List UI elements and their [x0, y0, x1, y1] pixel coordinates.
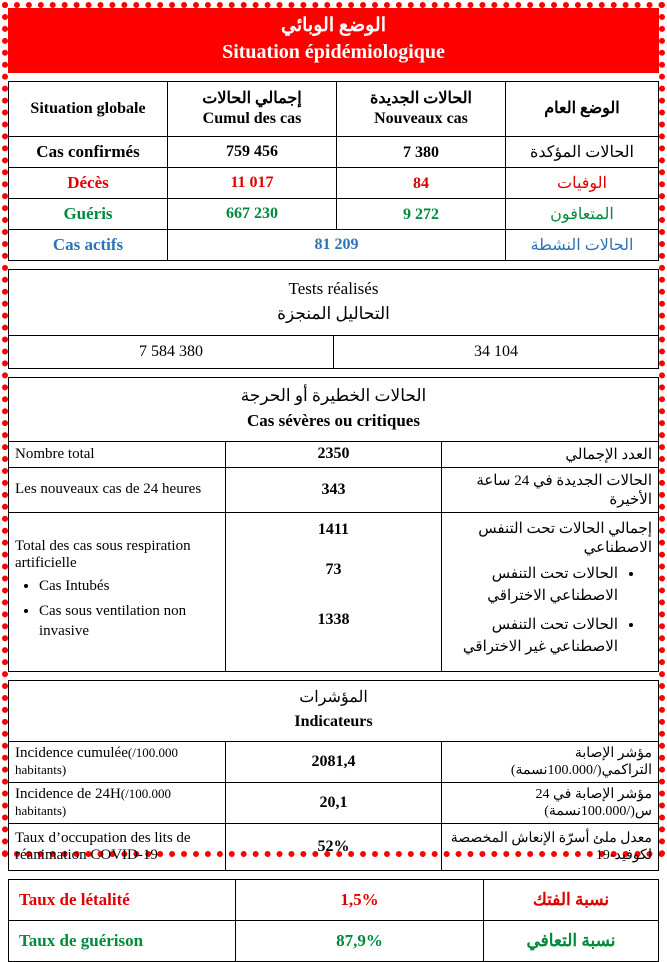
- rates-table: [8, 879, 659, 962]
- rates-row-lethality: [9, 879, 659, 920]
- indicator-label-cumulative: Incidence cumulée: [15, 744, 128, 761]
- severe-title-arabic: الحالات الخطيرة أو الحرجة: [240, 385, 427, 405]
- indicator-value-cumulative: 2081,4: [225, 741, 442, 782]
- tests-title-row: [9, 269, 659, 335]
- severe-row-respiration: [9, 512, 659, 671]
- indicator-label-cumulative-arabic: مؤشر الإصابة التراكمي(/100.000نسمة): [442, 741, 659, 782]
- row-label-active: Cas actifs: [9, 229, 168, 260]
- rate-label-recovery-arabic: نسبة التعافي: [484, 920, 659, 961]
- indicators-row-cumulative: [9, 741, 659, 782]
- severe-label-new24h: Les nouveaux cas de 24 heures: [9, 467, 226, 512]
- severe-label-respiration-arabic: إجمالي الحالات تحت التنفس الاصطناعي: [478, 520, 652, 556]
- rate-value-recovery: 87,9%: [236, 920, 484, 961]
- header-cumul-arabic: إجمالي الحالات: [202, 89, 302, 107]
- header-title-french: Situation épidémiologique: [222, 40, 445, 63]
- indicator-unit-cumulative: (/100.000 habitants): [15, 744, 179, 777]
- severe-row-total: [9, 441, 659, 467]
- indicators-title-cell: [9, 680, 659, 741]
- indicators-title-row: [9, 680, 659, 741]
- severe-value-new24h: 343: [225, 467, 442, 512]
- table-row-deaths: [9, 167, 659, 198]
- row-label-confirmed-arabic: الحالات المؤكدة: [506, 136, 659, 167]
- rates-table-wrapper: [8, 879, 659, 962]
- rate-label-lethality: Taux de létalité: [9, 879, 236, 920]
- severe-row-new24h: [9, 467, 659, 512]
- header-nouveaux-cas: [337, 81, 506, 136]
- tests-values-row: [9, 335, 659, 368]
- rates-row-recovery: [9, 920, 659, 961]
- indicator-label-24h: Incidence de 24H: [15, 785, 121, 802]
- severe-label-total: Nombre total: [9, 441, 226, 467]
- indicators-title-arabic: المؤشرات: [299, 688, 368, 706]
- row-label-deaths-arabic: الوفيات: [506, 167, 659, 198]
- tests-table: [8, 269, 659, 369]
- severe-value-total: 2350: [225, 441, 442, 467]
- severe-value-respiration-total: 1411: [317, 520, 350, 538]
- row-label-recovered: Guéris: [9, 198, 168, 229]
- value-deaths-cumul: 11 017: [168, 167, 337, 198]
- indicators-row-icu: [9, 823, 659, 870]
- header-new-arabic: الحالات الجديدة: [370, 89, 472, 107]
- severe-cases-table: [8, 377, 659, 672]
- value-deaths-new: 84: [337, 167, 506, 198]
- table-row-active: [9, 229, 659, 260]
- severe-title-cell: [9, 377, 659, 441]
- row-label-active-arabic: الحالات النشطة: [506, 229, 659, 260]
- severe-sub-item-noninvasive: • Cas sous ventilation non invasive: [39, 601, 219, 642]
- row-label-confirmed: Cas confirmés: [9, 136, 168, 167]
- severe-title-row: [9, 377, 659, 441]
- table-row-confirmed: [9, 136, 659, 167]
- indicator-value-icu: 52%: [225, 823, 442, 870]
- global-situation-table-wrapper: [8, 81, 659, 261]
- indicator-unit-24h: (/100.000 habitants): [15, 785, 171, 818]
- tests-title-cell: [9, 269, 659, 335]
- indicators-title-french: Indicateurs: [294, 712, 373, 730]
- severe-label-respiration-cell: [9, 512, 226, 671]
- tests-table-wrapper: [8, 269, 659, 369]
- header-cumul: [168, 81, 337, 136]
- tests-last24h-value: 34 104: [334, 335, 659, 368]
- severe-value-intubes: 73: [325, 560, 342, 578]
- severe-title-french: Cas sévères ou critiques: [247, 411, 420, 431]
- tests-title-arabic: التحاليل المنجزة: [277, 304, 390, 324]
- table-header-row: [9, 81, 659, 136]
- indicator-value-24h: 20,1: [225, 782, 442, 823]
- severe-sub-list-arabic: [448, 563, 640, 659]
- header-situation-generale-arabic: الوضع العام: [506, 81, 659, 136]
- severe-arabic-respiration-cell: [442, 512, 659, 671]
- indicators-table: [8, 680, 659, 871]
- severe-sub-item-intubes-arabic: • الحالات تحت التنفس الاصطناعي الاختراقي: [448, 563, 618, 608]
- value-active-cumul: 81 209: [168, 229, 506, 260]
- severe-sub-item-noninvasive-arabic: • الحالات تحت التنفس الاصطناعي غير الاختراقي: [448, 614, 618, 659]
- report-header-banner: [8, 8, 659, 73]
- tests-title-french: Tests réalisés: [288, 278, 379, 298]
- severe-label-respiration: Total des cas sous respiration artificielle: [15, 538, 191, 572]
- severe-label-total-arabic: العدد الإجمالي: [442, 441, 659, 467]
- row-label-deaths: Décès: [9, 167, 168, 198]
- severe-sub-list-french: [15, 576, 219, 641]
- tests-total-value: 7 584 380: [9, 335, 334, 368]
- value-recovered-new: 9 272: [337, 198, 506, 229]
- indicator-label-cumulative-cell: [9, 741, 226, 782]
- header-title-arabic: الوضع الوبائي: [281, 15, 386, 36]
- indicators-row-24h: [9, 782, 659, 823]
- rate-value-lethality: 1,5%: [236, 879, 484, 920]
- value-recovered-cumul: 667 230: [168, 198, 337, 229]
- rate-label-lethality-arabic: نسبة الفتك: [484, 879, 659, 920]
- row-label-recovered-arabic: المتعافون: [506, 198, 659, 229]
- severe-cases-table-wrapper: [8, 377, 659, 672]
- header-situation-globale: Situation globale: [9, 81, 168, 136]
- rate-label-recovery: Taux de guérison: [9, 920, 236, 961]
- value-confirmed-new: 7 380: [337, 136, 506, 167]
- severe-label-new24h-arabic: الحالات الجديدة في 24 ساعة الأخيرة: [442, 467, 659, 512]
- global-situation-table: [8, 81, 659, 261]
- indicator-label-24h-arabic: مؤشر الإصابة في 24 س(/100.000نسمة): [442, 782, 659, 823]
- indicator-label-icu: Taux d’occupation des lits de réanimation COVID-19: [9, 823, 226, 870]
- value-confirmed-cumul: 759 456: [168, 136, 337, 167]
- indicator-label-icu-arabic: معدل ملئ أسرّة الإنعاش المخصصة لكوفيد-19: [442, 823, 659, 870]
- header-cumul-french: Cumul des cas: [202, 109, 302, 127]
- header-new-french: Nouveaux cas: [374, 109, 468, 127]
- severe-sub-item-intubes: • Cas Intubés: [39, 576, 219, 596]
- severe-value-noninvasive: 1338: [317, 610, 350, 628]
- indicator-label-24h-cell: [9, 782, 226, 823]
- indicators-table-wrapper: [8, 680, 659, 871]
- severe-values-respiration-cell: [225, 512, 442, 671]
- table-row-recovered: [9, 198, 659, 229]
